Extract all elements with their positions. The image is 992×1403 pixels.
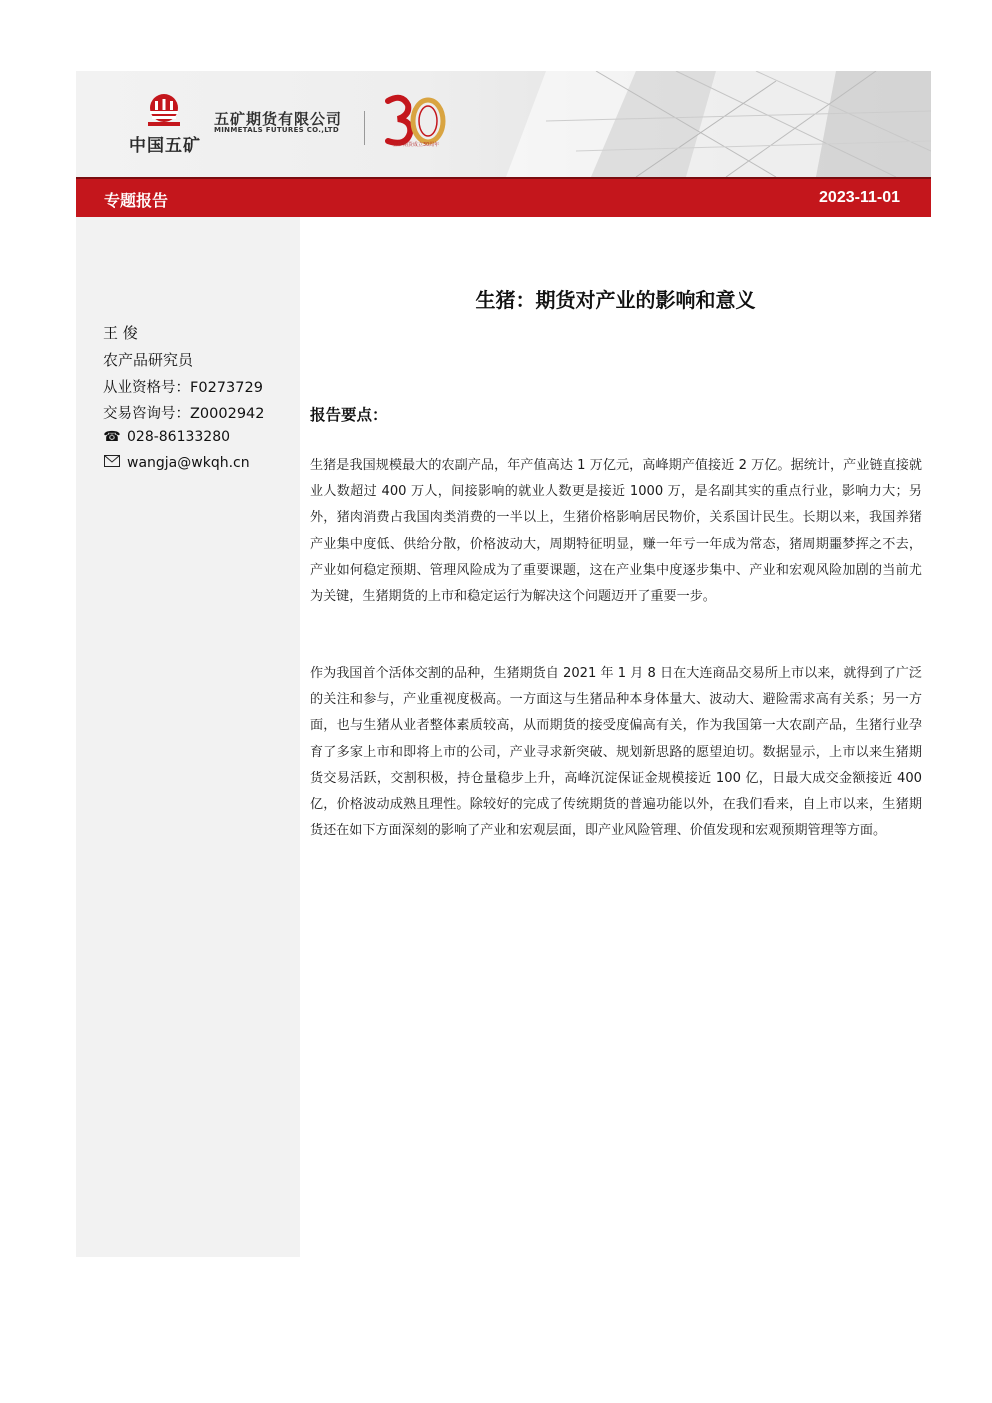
envelope-icon [103,455,121,471]
report-type: 专题报告 [104,191,169,210]
author-phone [103,429,230,445]
author-sidebar [76,217,300,1257]
page-header [76,71,931,177]
author-name: 王 俊 [103,324,138,342]
report-title: 生猪：期货对产业的影响和意义 [475,288,756,312]
header-divider [364,111,365,145]
header-architecture-image [76,71,931,177]
anniversary-text: 五矿期货成立30周年 [392,142,440,148]
body-paragraph: 作为我国首个活体交割的品种，生猪期货自 2021 年 1 月 8 日在大连商品交易所上市以来，就得到了广泛的关注和参与，产业重视度极高。一方面这与生猪品种本身体量大、波动大、避险需求高有关系；另一方面，也与生猪从业者整体素质较高，从而期货的接受度偏高有关，作为我国第一大农副产品，生猪行业孕育了多家上市和即将上市的公司，产业寻求新突破、规划新思路的愿望迫切。数据显示，上市以来生猪期货交易活跃，交割积极，持仓量稳步上升，高峰沉淀保证金规模接近 100 亿，日最大成交金额接近 400 亿，价格波动成熟且理性。除较好的完成了传统期货的普遍功能以外，在我们看来，自上市以来，生猪期货还在如下方面深刻的影响了产业和宏观层面，即产业风险管理、价值发现和宏观预期管理等方面。 [310,666,922,839]
author-cert-number: 从业资格号：F0273729 [103,380,263,396]
author-email-address[interactable]: wangja@wkqh.cn [127,455,250,471]
author-role: 农产品研究员 [103,351,194,369]
company-name-en: MINMETALS FUTURES CO.,LTD [214,126,339,134]
section-heading: 报告要点： [310,406,388,424]
phone-icon: ☎ [103,429,121,445]
report-date: 2023-11-01 [819,189,900,206]
body-paragraph: 生猪是我国规模最大的农副产品，年产值高达 1 万亿元，高峰期产值接近 2 万亿。据统计，产业链直接就业人数超过 400 万人，间接影响的就业人数更是接近 1000 万，是名副其实的重点行业，影响力大；另外，猪肉消费占我国肉类消费的一半以上，生猪价格影响居民物价，关系国计民生。长期以来，我国养猪产业集中度低、供给分散，价格波动大，周期特征明显，赚一年亏一年成为常态，猪周期噩梦挥之不去，产业如何稳定预期、管理风险成为了重要课题，这在产业集中度逐步集中、产业和宏观风险加剧的当前尤为关键，生猪期货的上市和稳定运行为解决这个问题迈开了重要一步。 [310,458,922,605]
author-consult-number: 交易咨询号：Z0002942 [103,406,265,422]
author-phone-number: 028-86133280 [127,429,231,445]
company-name-cn: 五矿期货有限公司 [214,110,343,128]
author-email[interactable] [103,455,250,471]
report-banner [76,177,931,217]
group-name: 中国五矿 [129,136,201,156]
